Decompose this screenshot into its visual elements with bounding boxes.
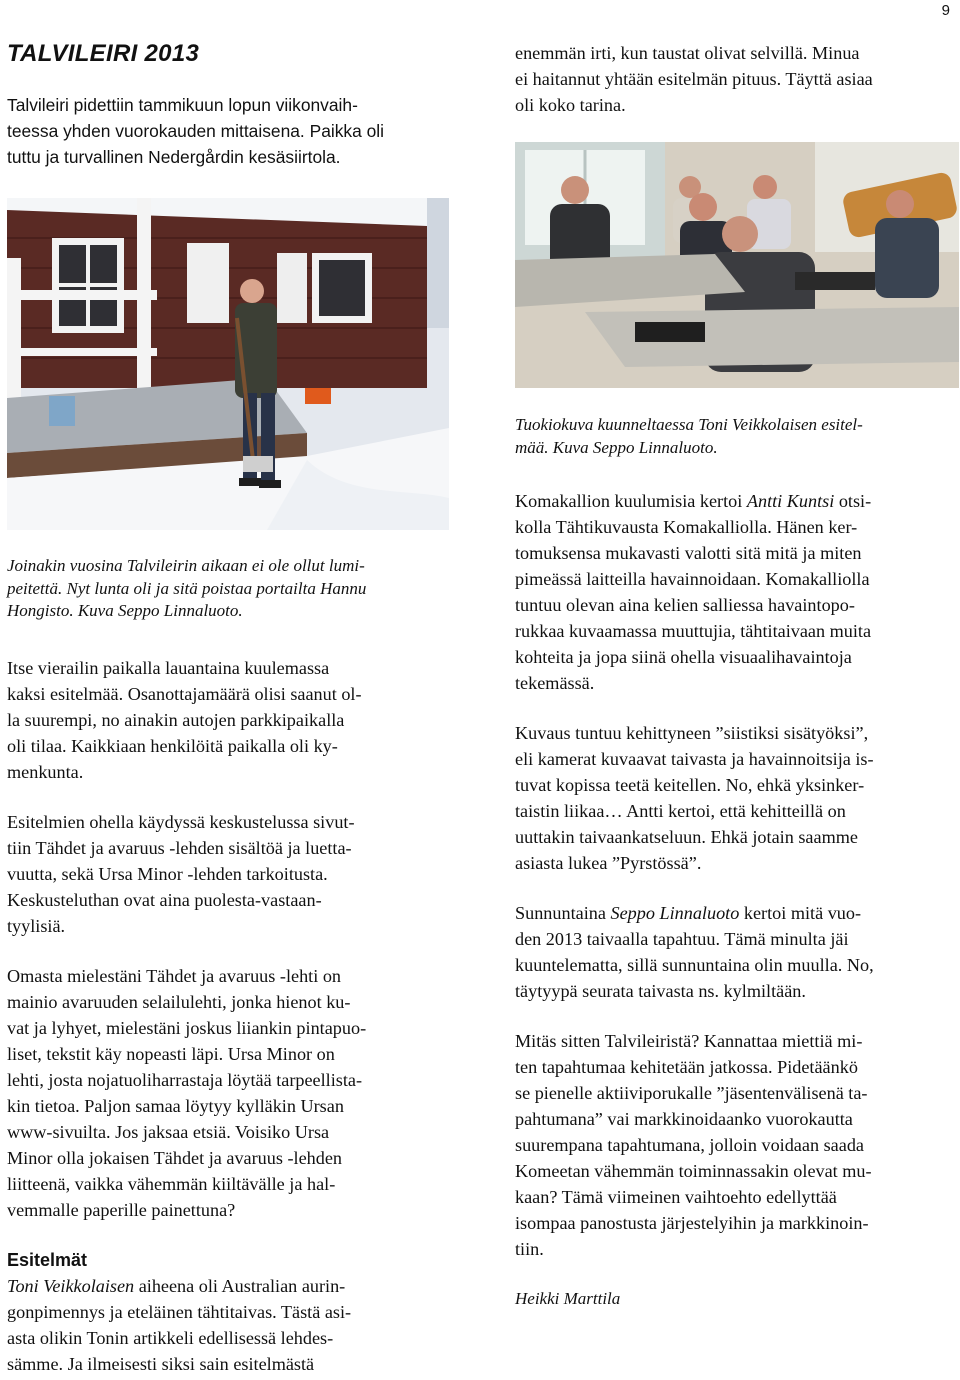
text-line: menkunta. [7,762,84,782]
text-line: lehti, josta nojatuoliharrastaja löytää tarpeellista- [7,1070,363,1090]
text-line: eli kamerat kuvaavat taivasta ja havainnoitsija is- [515,749,874,769]
text-line: suurempana tapahtumana, jolloin voidaan saada [515,1135,864,1155]
text-line: liset, tekstit käy nopeasti läpi. Ursa Minor on [7,1044,335,1064]
text-line: ten tapahtumaa kehitetään jatkossa. Pidetäänkö [515,1057,858,1077]
text-line: asiasta lukea ”Pyrstössä”. [515,853,702,873]
text-line [7,1273,452,1299]
caption-line: Hongisto. Kuva Seppo Linnaluoto. [7,601,243,621]
text-line: rukkaa kuvaamassa muuttujia, tähtitaivaan muita [515,621,872,641]
text-line: kaksi esitelmää. Osanottajamäärä olisi saanut ol- [7,684,362,704]
text-line: kolla Tähtikuvausta Komakalliolla. Hänen ker- [515,517,858,537]
right-column-body [515,488,960,1312]
text-line [515,488,960,514]
text-line: Itse vierailin paikalla lauantaina kuulemassa [7,658,330,678]
text-line: enemmän irti, kun taustat olivat selvillä. Minua [515,43,860,63]
text-fragment: kertoi mitä vuo- [739,903,862,923]
text-line: tyylisiä. [7,916,66,936]
text-line: pahtumana” vai markkinoidaanko vuorokautta [515,1109,853,1129]
lead-line: Talvileiri pidettiin tammikuun lopun viikonvaih- [7,95,358,115]
text-line: Mitäs sitten Talvileiristä? Kannattaa miettiä mi- [515,1031,863,1051]
text-line: kohteita ja jopa siinä ohella visuaalihavaintoja [515,647,852,667]
text-line: kaan? Tämä viimeinen vaihtoehto edellyttää [515,1187,837,1207]
text-line: sämme. Ja ilmeisesti siksi sain esitelmästä [7,1354,315,1374]
text-line: täytyypä seurata taivasta ns. kylmiltään. [515,981,806,1001]
text-line: liitteenä, vaikka vähemmän kiiltävälle ja hal- [7,1174,336,1194]
text-line: taistin liikaa… Antti kertoi, että kehitteillä on [515,801,846,821]
text-line: Kuvaus tuntuu kehittyneen ”siistiksi sisätyöksi”, [515,723,869,743]
paragraph-sunday [515,900,960,1004]
text-fragment: Sunnuntaina [515,903,611,923]
caption-line: peitettä. Nyt lunta oli ja sitä poistaa portailta Hannu [7,578,367,598]
left-photo-caption [7,555,452,623]
photo-cabin-snow [7,198,449,530]
caption-line: Joinakin vuosina Talvileirin aikaan ei ole ollut lumi- [7,556,365,575]
text-line: Komeetan vähemmän toiminnassakin olevat mu- [515,1161,872,1181]
text-line: isompaa panostusta järjestelyihin ja markkinoin- [515,1213,869,1233]
speaker-name: Toni Veikkolaisen [7,1276,135,1296]
text-line: tuvat kopissa teetä keitellen. No, ehkä yksinker- [515,775,865,795]
paragraph-visit [7,655,452,785]
text-line: tuntuu olevan aina kelien salliessa havaintopo- [515,595,855,615]
text-line: tomuksensa mukavasti valotti sitä mitä ja miten [515,543,862,563]
text-line: vat ja lyhyet, mielestäni joskus liiankin pintapuo- [7,1018,367,1038]
paragraph-komakallio [515,488,960,696]
text-line: uuttakin taivaankatseluun. Ehkä jotain saamme [515,827,858,847]
text-line: vemmalle paperille painettuna? [7,1200,236,1220]
text-line: se pienelle aktiiviporukalle ”jäsentenvälisenä ta- [515,1083,868,1103]
text-fragment: otsi- [834,491,872,511]
article-title: TALVILEIRI 2013 [7,40,200,67]
speaker-name: Seppo Linnaluoto [610,903,740,923]
section-heading: Esitelmät [7,1250,88,1270]
text-line: oli koko tarina. [515,95,626,115]
text-line: Omasta mielestäni Tähdet ja avaruus -lehti on [7,966,342,986]
caption-line: Tuokiokuva kuunneltaessa Toni Veikkolaisen esitel- [515,415,863,434]
text-line: asta olikin Tonin artikkeli edellisessä lehdes- [7,1328,334,1348]
paragraph-future [515,1028,960,1262]
paragraph-discussion [7,809,452,939]
text-line: Esitelmien ohella käydyssä keskustelussa sivut- [7,812,355,832]
text-line [515,900,960,926]
text-line: tekemässä. [515,673,595,693]
text-line: la suurempi, no ainakin autojen parkkipaikalla [7,710,345,730]
speaker-name: Antti Kuntsi [746,491,835,511]
audience-photo-illustration [515,142,959,388]
text-line: www-sivuilta. Jos jaksaa etsiä. Voisiko Ursa [7,1122,330,1142]
paragraph-imaging [515,720,960,876]
page-number: 9 [941,2,950,19]
text-line: ei haitannut yhtään esitelmän pituus. Täyttä asiaa [515,69,873,89]
lead-line: teessa yhden vuorokauden mittaisena. Paikka oli [7,121,385,141]
author-signature: Heikki Marttila [515,1289,621,1308]
text-line: Keskusteluthan ovat aina puolesta-vastaan- [7,890,322,910]
right-photo-caption [515,414,955,459]
text-line: oli tilaa. Kaikkiaan henkilöitä paikalla oli ky- [7,736,338,756]
photo-lecture-audience [515,142,959,388]
text-line: pimeässä laitteilla havainnoidaan. Komakalliolla [515,569,870,589]
cabin-photo-illustration [7,198,449,530]
text-fragment: aiheena oli Australian aurin- [134,1276,346,1296]
text-line: tiin. [515,1239,544,1259]
text-fragment: Komakallion kuulumisia kertoi [515,491,747,511]
text-line: tiin Tähdet ja avaruus -lehden sisältöä ja luetta- [7,838,352,858]
text-line: den 2013 taivaalla tapahtuu. Tämä minulta jäi [515,929,849,949]
caption-line: mää. Kuva Seppo Linnaluoto. [515,437,718,457]
text-line: gonpimennys ja eteläinen tähtitaivas. Tästä asi- [7,1302,352,1322]
text-line: kin tietoa. Paljon samaa löytyy kylläkin Ursan [7,1096,344,1116]
left-column-body [7,655,452,1377]
paragraph-opinion [7,963,452,1223]
text-line: kuuntelematta, sillä sunnuntaina olin muulla. No, [515,955,874,975]
text-line: mainio avaruuden selailulehti, jonka hienot ku- [7,992,351,1012]
text-line: vuutta, sekä Ursa Minor -lehden tarkoitusta. [7,864,328,884]
lead-paragraph [7,92,447,170]
text-line: Minor olla jokaisen Tähdet ja avaruus -lehden [7,1148,343,1168]
lead-line: tuttu ja turvallinen Nedergårdin kesäsiirtola. [7,147,341,167]
right-top-text [515,40,955,118]
